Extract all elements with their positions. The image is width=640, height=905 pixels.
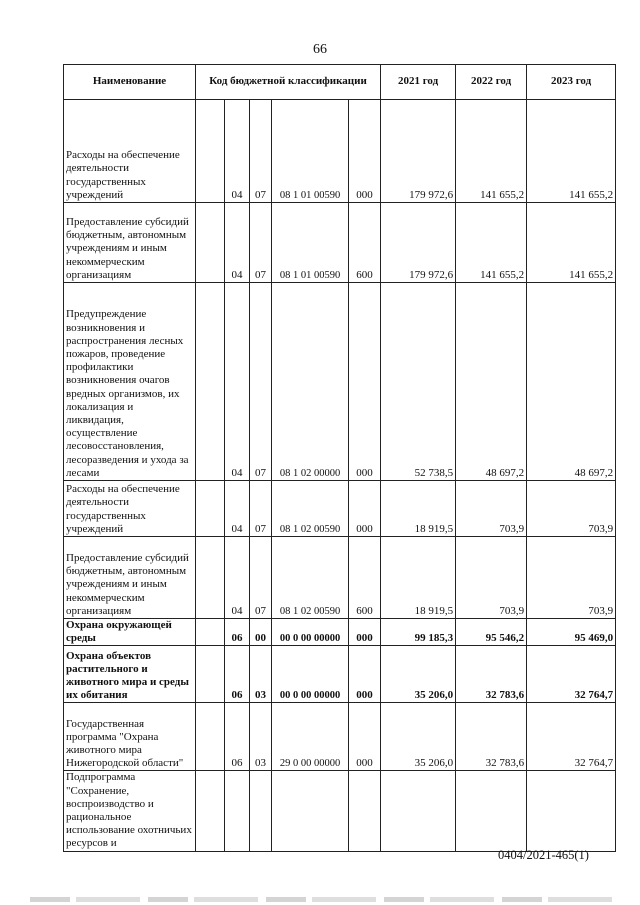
row-name-cell: Предупреждение возникновения и распространения лесных пожаров, проведение профилактики возникновения очагов вредных организмов, их локализация и ликвидация, осуществление лесовосстановления, лесоразведения и ухода за лесами [64,283,196,481]
value-2021-cell: 18 919,5 [381,481,456,537]
table-row [64,646,616,703]
row-name-cell: Предоставление субсидий бюджетным, автономным учреждениям и иным некоммерческим организациям [64,537,196,619]
ved-code-cell [196,283,225,481]
table-row [64,203,616,283]
value-2023-cell: 141 655,2 [527,100,616,203]
section-code-cell: 04 [225,100,250,203]
row-name-cell: Подпрограмма "Сохранение, воспроизводство и рациональное использование охотничьих ресурсов и [64,771,196,851]
expense-type-cell: 000 [349,283,381,481]
header-2022: 2022 год [456,65,527,100]
value-2021-cell: 99 185,3 [381,619,456,646]
value-2021-cell: 18 919,5 [381,537,456,619]
subsection-code-cell: 07 [250,203,272,283]
section-code-cell [225,771,250,851]
expense-type-cell: 000 [349,619,381,646]
target-article-cell [272,771,349,851]
target-article-cell: 08 1 01 00590 [272,203,349,283]
expense-type-cell: 000 [349,481,381,537]
row-name-cell: Расходы на обеспечение деятельности государственных учреждений [64,100,196,203]
section-code-cell: 06 [225,703,250,771]
ved-code-cell [196,619,225,646]
table-row [64,481,616,537]
row-name-cell: Охрана объектов растительного и животного мира и среды их обитания [64,646,196,703]
target-article-cell: 08 1 01 00590 [272,100,349,203]
value-2022-cell: 32 783,6 [456,646,527,703]
ved-code-cell [196,537,225,619]
target-article-cell: 08 1 02 00590 [272,481,349,537]
section-code-cell: 04 [225,203,250,283]
value-2023-cell: 48 697,2 [527,283,616,481]
target-article-cell: 29 0 00 00000 [272,703,349,771]
ved-code-cell [196,703,225,771]
expense-type-cell: 600 [349,203,381,283]
page-number: 66 [313,42,327,57]
row-name-cell: Охрана окружающей среды [64,619,196,646]
subsection-code-cell: 03 [250,646,272,703]
value-2023-cell: 95 469,0 [527,619,616,646]
value-2022-cell: 32 783,6 [456,703,527,771]
value-2021-cell: 35 206,0 [381,646,456,703]
ved-code-cell [196,646,225,703]
value-2021-cell: 179 972,6 [381,203,456,283]
header-name: Наименование [64,65,196,100]
expense-type-cell: 000 [349,703,381,771]
value-2022-cell: 141 655,2 [456,203,527,283]
header-code: Код бюджетной классификации [196,65,381,100]
ved-code-cell [196,771,225,851]
subsection-code-cell: 07 [250,537,272,619]
section-code-cell: 06 [225,619,250,646]
row-name-cell: Государственная программа "Охрана животного мира Нижегородской области" [64,703,196,771]
row-name-cell: Предоставление субсидий бюджетным, автономным учреждениям и иным некоммерческим организациям [64,203,196,283]
value-2023-cell [527,771,616,851]
expense-type-cell: 000 [349,100,381,203]
ved-code-cell [196,481,225,537]
value-2022-cell: 95 546,2 [456,619,527,646]
value-2023-cell: 32 764,7 [527,703,616,771]
section-code-cell: 04 [225,283,250,481]
document-code: 0404/2021-465(1) [498,848,589,862]
value-2023-cell: 32 764,7 [527,646,616,703]
value-2022-cell: 48 697,2 [456,283,527,481]
value-2022-cell [456,771,527,851]
ved-code-cell [196,100,225,203]
value-2023-cell: 703,9 [527,481,616,537]
value-2022-cell: 141 655,2 [456,100,527,203]
table-row [64,619,616,646]
value-2023-cell: 703,9 [527,537,616,619]
value-2022-cell: 703,9 [456,537,527,619]
target-article-cell: 00 0 00 00000 [272,619,349,646]
section-code-cell: 04 [225,481,250,537]
expense-type-cell [349,771,381,851]
header-2021: 2021 год [381,65,456,100]
value-2023-cell: 141 655,2 [527,203,616,283]
table-row [64,703,616,771]
table-row [64,771,616,851]
value-2021-cell: 35 206,0 [381,703,456,771]
subsection-code-cell: 07 [250,100,272,203]
subsection-code-cell: 00 [250,619,272,646]
header-2023: 2023 год [527,65,616,100]
value-2022-cell: 703,9 [456,481,527,537]
target-article-cell: 08 1 02 00000 [272,283,349,481]
table-header-row [64,65,616,100]
subsection-code-cell: 07 [250,481,272,537]
subsection-code-cell [250,771,272,851]
section-code-cell: 04 [225,537,250,619]
expense-type-cell: 600 [349,537,381,619]
row-name-cell: Расходы на обеспечение деятельности государственных учреждений [64,481,196,537]
target-article-cell: 00 0 00 00000 [272,646,349,703]
target-article-cell: 08 1 02 00590 [272,537,349,619]
scan-edge-artifact [30,897,620,902]
value-2021-cell: 179 972,6 [381,100,456,203]
value-2021-cell [381,771,456,851]
ved-code-cell [196,203,225,283]
section-code-cell: 06 [225,646,250,703]
expense-type-cell: 000 [349,646,381,703]
table-row [64,283,616,481]
table-row [64,100,616,203]
budget-table [63,64,616,852]
subsection-code-cell: 07 [250,283,272,481]
value-2021-cell: 52 738,5 [381,283,456,481]
table-row [64,537,616,619]
subsection-code-cell: 03 [250,703,272,771]
